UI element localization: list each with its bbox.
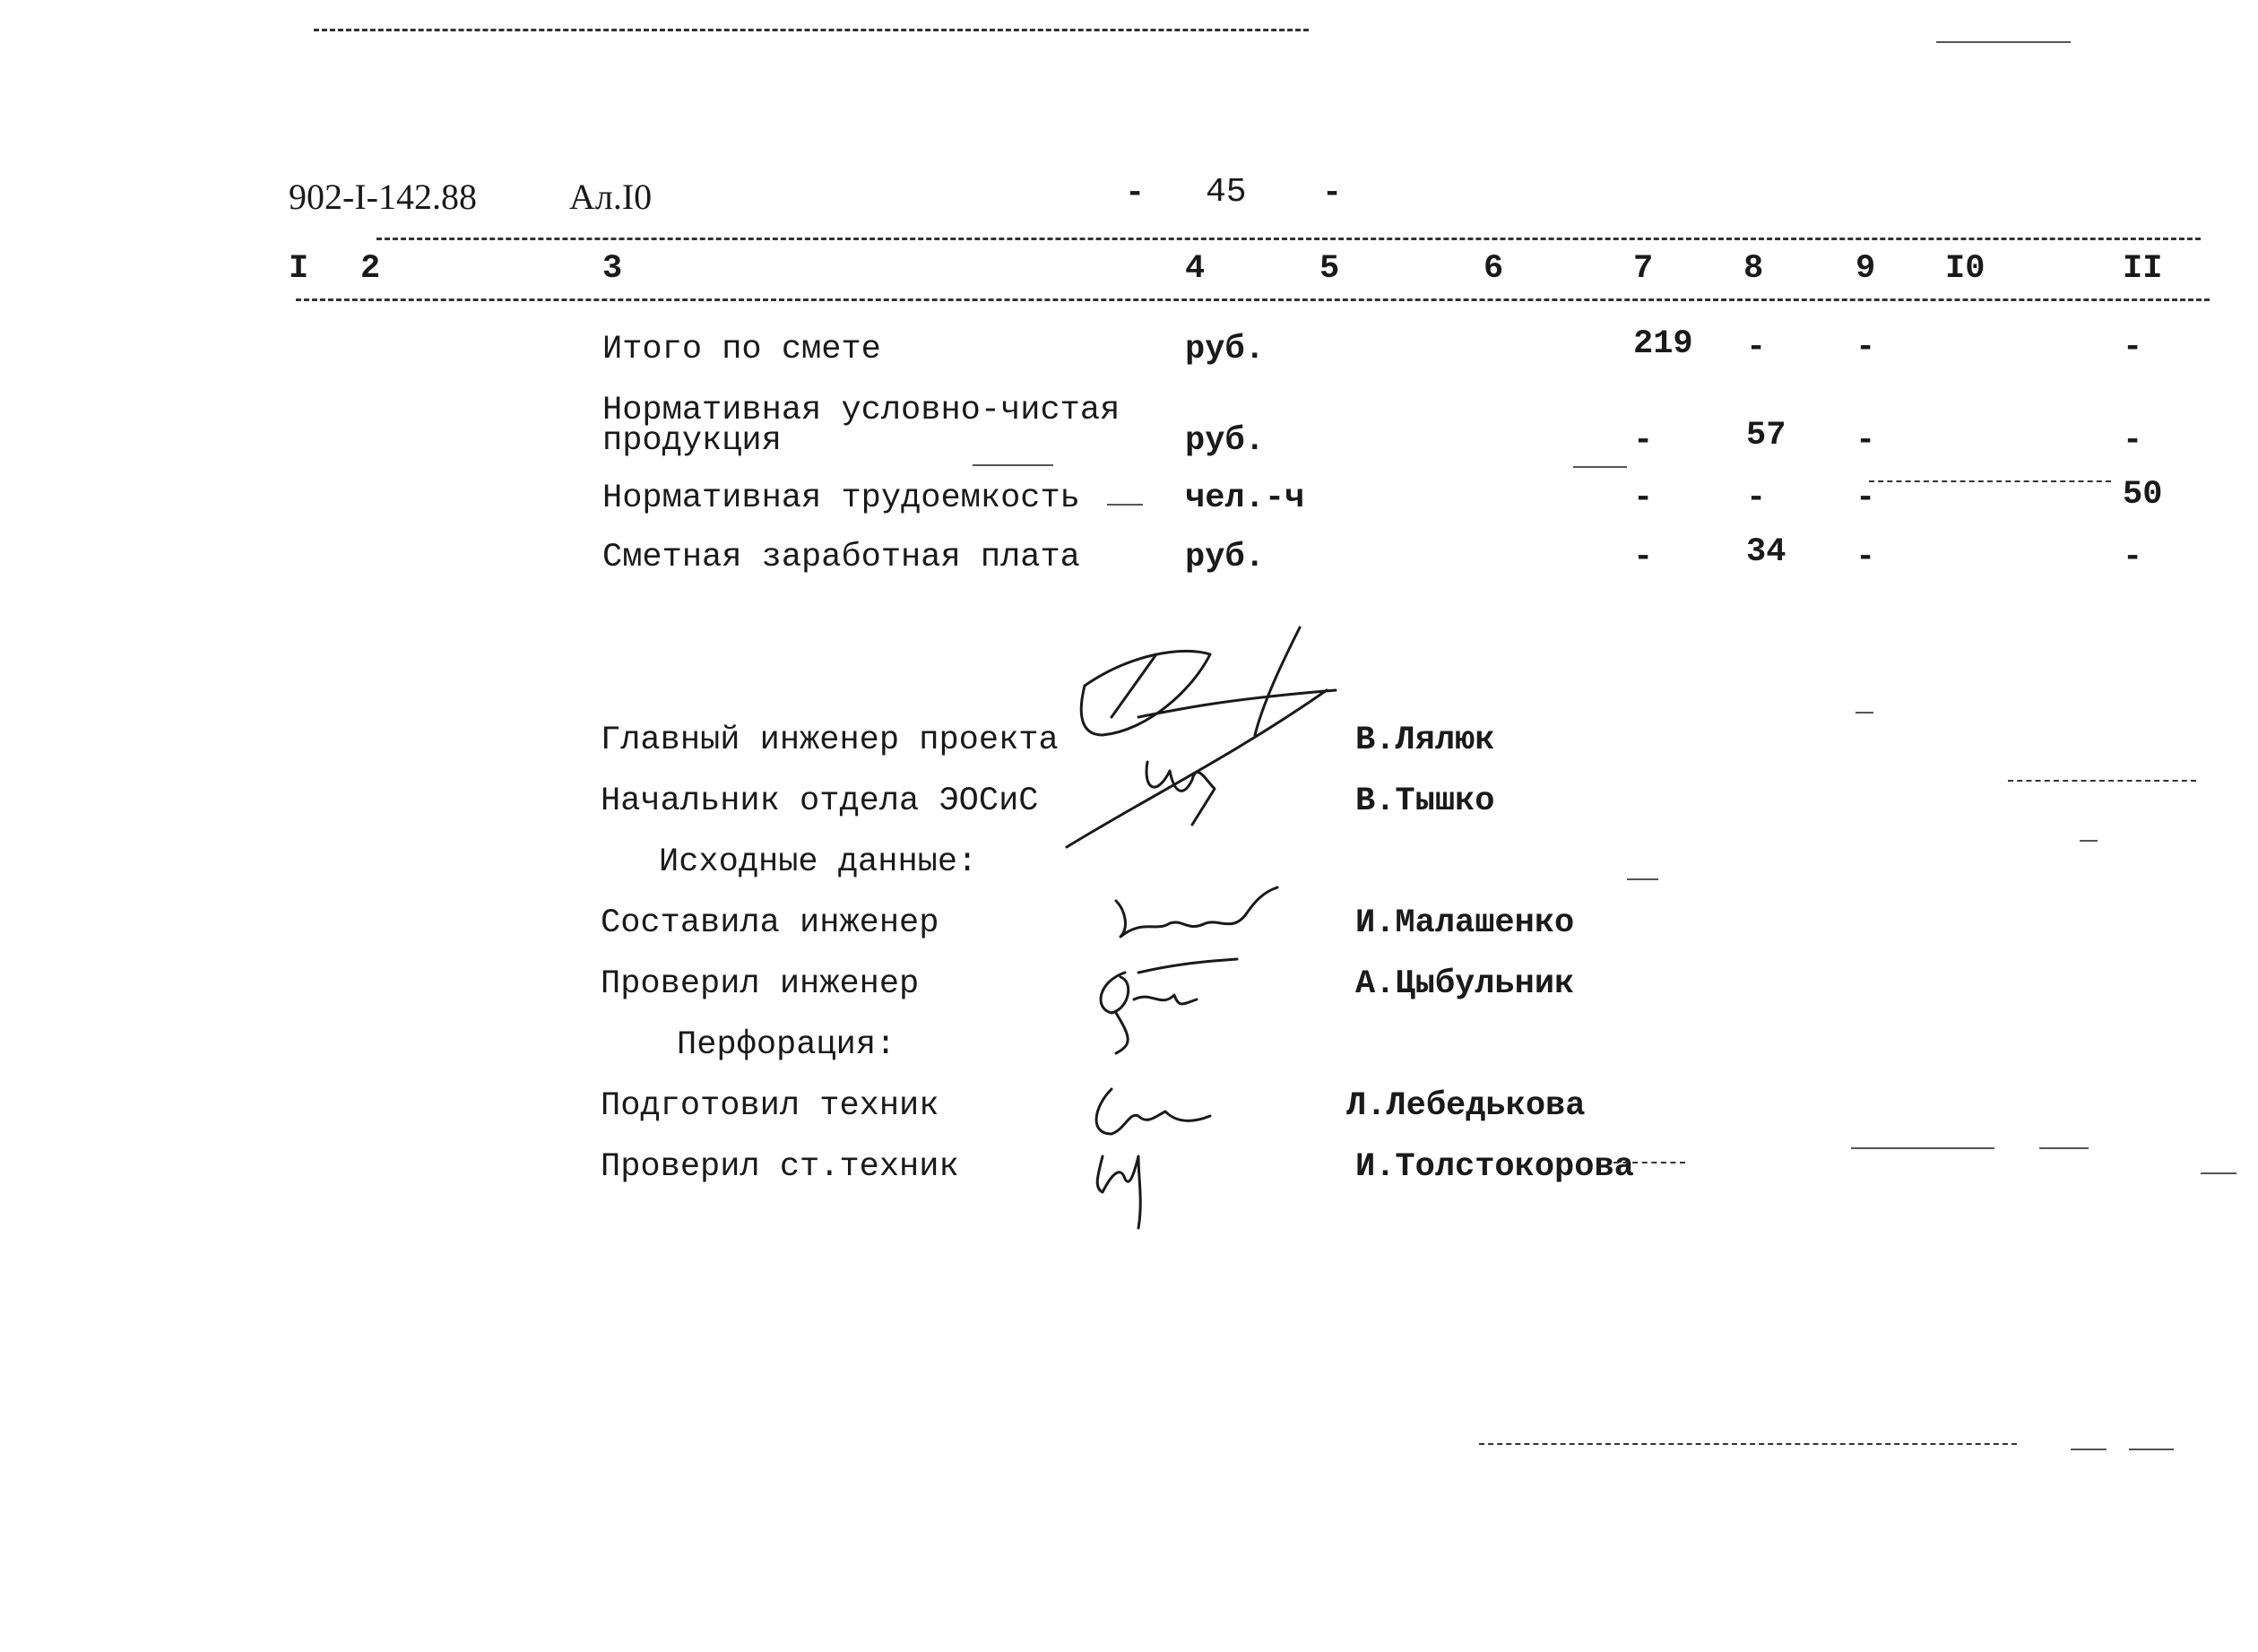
column-number: 9	[1856, 250, 1876, 288]
column-number: 5	[1319, 250, 1340, 288]
checked-senior-name: И.Толстокорова	[1355, 1148, 1634, 1186]
cell-col9: -	[1856, 329, 1876, 367]
scan-speck	[2201, 1172, 2236, 1174]
scan-speck	[2071, 1449, 2107, 1450]
column-number: 4	[1185, 250, 1206, 288]
source-data-heading: Исходные данные:	[659, 843, 978, 881]
sheet-label: Ал.I0	[569, 177, 653, 217]
scan-speck	[973, 464, 1053, 466]
row-label-continued: продукция	[602, 422, 782, 460]
scan-speck	[1936, 41, 2071, 43]
column-number: 7	[1633, 250, 1654, 288]
scan-speck	[2080, 840, 2098, 842]
column-number: 2	[360, 250, 381, 288]
chief-engineer-title: Главный инженер проекта	[601, 722, 1059, 759]
cell-col7: -	[1633, 480, 1654, 517]
scan-speck	[2129, 1449, 2174, 1450]
top-scan-line	[314, 29, 1309, 31]
cell-col8: -	[1746, 480, 1767, 517]
page-dash-right: -	[1322, 175, 1343, 212]
column-header-top-rule	[376, 238, 2201, 240]
row-unit: руб.	[1185, 331, 1265, 368]
scan-dashed-line	[1479, 1443, 2017, 1445]
row-unit: руб.	[1185, 422, 1265, 460]
scan-dashed-line	[2008, 780, 2196, 782]
checked-signature	[1080, 955, 1241, 1053]
scan-speck	[1627, 878, 1658, 880]
perforation-heading: Перфорация:	[677, 1026, 896, 1064]
checked-by-title: Проверил инженер	[601, 965, 920, 1003]
cell-col8: -	[1746, 329, 1767, 367]
cell-col11: 50	[2123, 476, 2163, 514]
row-label: Итого по смете	[602, 331, 881, 368]
column-number: 6	[1484, 250, 1504, 288]
row-unit: руб.	[1185, 539, 1265, 576]
page-number: 45	[1206, 173, 1247, 212]
checked-senior-signature	[1085, 1138, 1192, 1237]
scan-dashed-line	[1613, 1162, 1685, 1163]
column-header-bottom-rule	[296, 298, 2210, 301]
dept-head-signature	[1058, 672, 1282, 852]
scan-speck	[1573, 466, 1627, 468]
scan-speck	[1851, 1147, 1994, 1149]
row-label: Сметная заработная плата	[602, 539, 1080, 576]
row-label: Нормативная трудоемкость	[602, 480, 1080, 517]
document-code: 902-I-142.88	[289, 177, 477, 217]
compiled-signature	[1107, 883, 1286, 964]
cell-col7: -	[1633, 422, 1654, 460]
page-dash-left: -	[1125, 175, 1146, 212]
prepared-by-title: Подготовил техник	[601, 1087, 939, 1125]
cell-col11: -	[2123, 539, 2143, 576]
scan-speck	[2039, 1147, 2089, 1149]
chief-engineer-name: В.Лялюк	[1355, 722, 1495, 759]
column-number: I	[289, 250, 309, 288]
column-number: 8	[1743, 250, 1764, 288]
cell-col7: 219	[1633, 325, 1693, 363]
cell-col8: 57	[1746, 417, 1787, 454]
cell-col7: -	[1633, 539, 1654, 576]
column-number: I0	[1945, 250, 1985, 288]
compiled-by-title: Составила инженер	[601, 904, 939, 942]
cell-col9: -	[1856, 422, 1876, 460]
dept-head-name: В.Тышко	[1355, 783, 1495, 820]
scan-dashed-line	[1869, 480, 2111, 482]
scan-speck	[1107, 504, 1143, 506]
dept-head-title: Начальник отдела ЭОСиС	[601, 783, 1039, 820]
cell-col8: 34	[1746, 533, 1787, 571]
column-number: II	[2123, 250, 2163, 288]
compiled-by-name: И.Малашенко	[1355, 904, 1575, 942]
cell-col11: -	[2123, 329, 2143, 367]
cell-col9: -	[1856, 539, 1876, 576]
column-number: 3	[602, 250, 623, 288]
checked-senior-title: Проверил ст.техник	[601, 1148, 959, 1186]
prepared-by-name: Л.Лебедькова	[1346, 1087, 1586, 1125]
row-unit: чел.-ч	[1185, 480, 1305, 517]
cell-col11: -	[2123, 422, 2143, 460]
row-label: Нормативная условно-чистая	[602, 392, 1120, 429]
cell-col9: -	[1856, 480, 1876, 517]
scan-speck	[1856, 712, 1873, 714]
checked-by-name: А.Цыбульник	[1355, 965, 1575, 1003]
